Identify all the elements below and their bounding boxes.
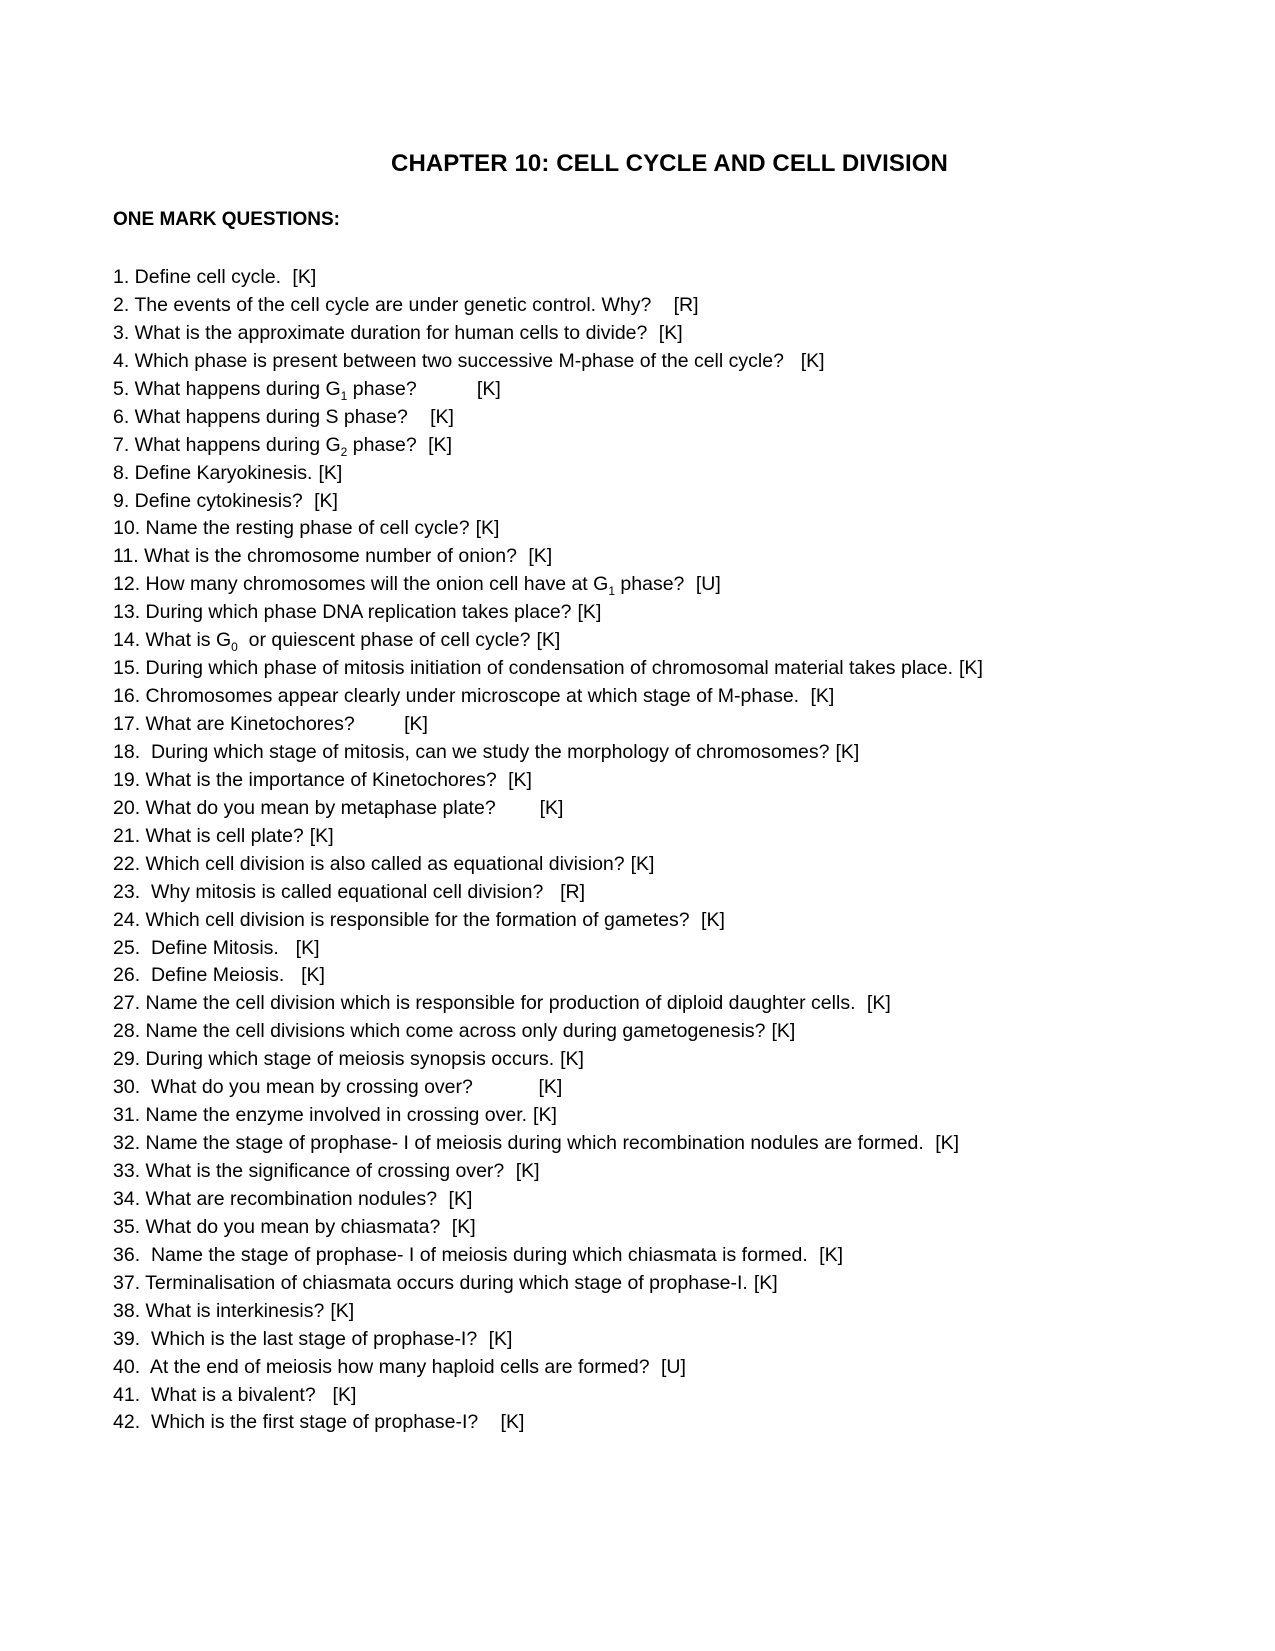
question-text: 26. Define Meiosis. [113,964,296,987]
question-category-tag: [K] [314,489,338,512]
phase-subscript: 1 [340,388,348,403]
question-category-tag: [K] [810,685,835,708]
question-category-tag: [K] [658,321,683,344]
question-item [113,432,983,460]
question-text-continued: or quiescent phase of cell cycle? [237,629,531,652]
question-text: 33. What is the significance of crossing over? [113,1160,510,1182]
question-category-tag: [K] [430,405,454,428]
question-text-continued: phase? [347,377,471,400]
question-item [113,543,983,571]
question-item [113,376,983,404]
question-category-tag: [K] [515,1160,540,1182]
question-item [113,264,983,292]
question-category-tag: [U] [695,573,721,596]
question-text: 38. What is interkinesis? [113,1299,325,1322]
question-text: 4. Which phase is present between two successive M-phase of the cell cycle? [113,349,795,372]
question-text: 16. Chromosomes appear clearly under microscope at which stage of M-phase. [113,685,805,708]
question-text: 7. What happens during G [113,433,341,456]
question-text: 39. Which is the last stage of prophase-I? [113,1327,483,1350]
question-text: 5. What happens during G [113,377,341,400]
question-category-tag: [K] [835,740,860,763]
question-text: 8. Define Karyokinesis. [113,461,313,484]
question-item [113,851,983,879]
question-category-tag: [K] [292,266,317,288]
question-item [113,1046,983,1074]
question-item [113,1409,983,1437]
question-category-tag: [K] [800,349,825,372]
question-category-tag: [K] [404,713,428,735]
question-text: 17. What are Kinetochores? [113,713,399,735]
question-item [113,962,983,990]
question-category-tag: [R] [560,880,586,903]
phase-subscript: 0 [231,640,238,655]
question-category-tag: [K] [451,1215,476,1238]
question-item [113,1102,983,1130]
question-text: 29. During which stage of meiosis synopsis occurs. [113,1048,555,1071]
question-item [113,1074,983,1102]
question-category-tag: [K] [701,908,725,931]
question-item [113,823,983,851]
question-category-tag: [K] [959,657,983,680]
section-heading: ONE MARK QUESTIONS: [113,209,340,230]
question-item [113,460,983,488]
question-text: 35. What do you mean by chiasmata? [113,1215,446,1238]
question-item [113,907,983,935]
question-text: 15. During which phase of mitosis initiation of condensation of chromosomal material takes place. [113,657,954,680]
question-item [113,292,983,320]
question-category-tag: [K] [771,1020,796,1043]
phase-subscript: 2 [340,444,348,459]
question-category-tag: [K] [533,1104,557,1127]
question-item [113,1130,983,1158]
question-text: 36. Name the stage of prophase- I of meiosis during which chiasmata is formed. [113,1243,814,1266]
question-text: 28. Name the cell divisions which come across only during gametogenesis? [113,1020,766,1043]
question-list [113,264,983,1437]
question-text: 9. Define cytokinesis? [113,489,309,512]
question-category-tag: [K] [330,1299,355,1322]
question-category-tag: [R] [673,293,699,316]
question-item [113,488,983,516]
question-category-tag: [K] [866,992,891,1015]
question-category-tag: [K] [753,1271,778,1294]
question-text: 27. Name the cell division which is responsible for production of diploid daughter cells. [113,992,861,1015]
question-item [113,1158,983,1186]
question-item [113,767,983,795]
question-category-tag: [K] [448,1187,473,1210]
question-category-tag: [K] [500,1411,525,1434]
question-text: 34. What are recombination nodules? [113,1187,443,1210]
question-item [113,935,983,963]
question-text: 19. What is the importance of Kinetochores? [113,768,503,791]
question-category-tag: [K] [318,461,343,484]
question-text: 18. During which stage of mitosis, can we study the morphology of chromosomes? [113,740,830,763]
question-item [113,1242,983,1270]
question-text: 23. Why mitosis is called equational cell division? [113,880,555,903]
question-text-continued: phase? [615,573,690,596]
question-text: 3. What is the approximate duration for human cells to divide? [113,321,653,344]
question-text: 40. At the end of meiosis how many haploid cells are formed? [113,1355,655,1378]
question-item [113,1382,983,1410]
question-category-tag: [K] [935,1132,960,1155]
question-item [113,990,983,1018]
question-text: 11. What is the chromosome number of onion? [113,545,523,568]
question-text: 42. Which is the first stage of prophase-I? [113,1411,495,1434]
question-item [113,627,983,655]
question-category-tag: [K] [332,1383,357,1406]
question-item [113,348,983,376]
question-item [113,1186,983,1214]
question-item [113,1354,983,1382]
question-text: 31. Name the enzyme involved in crossing over. [113,1104,528,1127]
question-item [113,1298,983,1326]
question-category-tag: [K] [577,601,602,624]
question-category-tag: [K] [476,377,501,400]
question-text: 14. What is G [113,629,232,652]
question-item [113,571,983,599]
question-item [113,739,983,767]
question-text: 25. Define Mitosis. [113,936,290,959]
question-category-tag: [K] [295,936,320,959]
question-item [113,320,983,348]
question-category-tag: [K] [560,1048,584,1071]
question-item [113,795,983,823]
question-item [113,879,983,907]
question-category-tag: [K] [539,796,564,819]
question-item [113,515,983,543]
question-text: 37. Terminalisation of chiasmata occurs during which stage of prophase-I. [113,1271,748,1294]
question-text: 13. During which phase DNA replication takes place? [113,601,572,624]
question-category-tag: [K] [428,433,452,456]
question-text: 2. The events of the cell cycle are under genetic control. Why? [113,293,668,316]
question-category-tag: [K] [528,545,553,568]
question-item [113,655,983,683]
question-category-tag: [K] [475,517,500,540]
question-item [113,1270,983,1298]
question-text: 21. What is cell plate? [113,824,304,847]
phase-subscript: 1 [608,584,615,599]
question-category-tag: [K] [538,1076,563,1099]
question-text: 32. Name the stage of prophase- I of meiosis during which recombination nodules are formed. [113,1132,930,1155]
question-category-tag: [K] [301,964,325,987]
question-text: 6. What happens during S phase? [113,405,425,428]
question-text: 22. Which cell division is also called as equational division? [113,852,625,875]
question-item [113,683,983,711]
question-text: 12. How many chromosomes will the onion cell have at G [113,573,609,596]
question-item [113,1326,983,1354]
question-text: 41. What is a bivalent? [113,1383,327,1406]
question-category-tag: [K] [309,824,334,847]
question-category-tag: [K] [536,629,561,652]
question-item [113,1018,983,1046]
question-text: 1. Define cell cycle. [113,266,287,288]
question-item [113,599,983,627]
question-text: 20. What do you mean by metaphase plate? [113,796,534,819]
question-category-tag: [K] [819,1243,844,1266]
question-item [113,404,983,432]
question-item [113,711,983,739]
question-category-tag: [U] [660,1355,686,1378]
question-text-continued: phase? [347,433,423,456]
question-text: 24. Which cell division is responsible for the formation of gametes? [113,908,696,931]
question-text: 30. What do you mean by crossing over? [113,1076,533,1099]
question-category-tag: [K] [488,1327,513,1350]
question-item [113,1214,983,1242]
question-category-tag: [K] [508,768,532,791]
page-title: CHAPTER 10: CELL CYCLE AND CELL DIVISION [391,150,948,177]
question-text: 10. Name the resting phase of cell cycle? [113,517,470,540]
question-category-tag: [K] [630,852,655,875]
